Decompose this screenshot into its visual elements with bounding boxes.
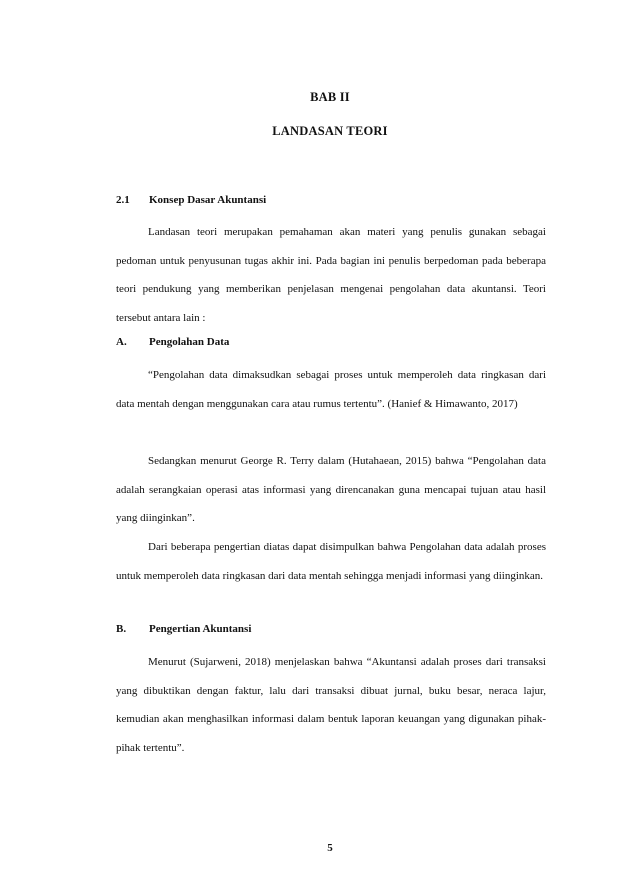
- section-number: A.: [116, 336, 127, 348]
- chapter-number: BAB II: [310, 90, 350, 104]
- section-number: B.: [116, 623, 127, 635]
- section-title: Konsep Dasar Akuntansi: [149, 194, 267, 206]
- paragraph-kesimpulan: Dari beberapa pengertian diatas dapat disimpulkan bahwa Pengolahan data adalah proses untuk memperoleh data ringkasan dari data mentah sehingga menjadi informasi yang diinginkan.: [116, 541, 546, 582]
- chapter-title: LANDASAN TEORI: [272, 124, 388, 138]
- section-heading-a: [116, 336, 229, 348]
- page-number: 5: [327, 842, 333, 854]
- section-title: Pengolahan Data: [149, 336, 230, 348]
- paragraph-pengertian-akuntansi: Menurut (Sujarweni, 2018) menjelaskan bahwa “Akuntansi adalah proses dari transaksi yang dibuktikan dengan faktur, lalu dari transaksi dibuat jurnal, buku besar, neraca lajur, kemudian akan menghasilkan informasi dalam bentuk laporan keuangan yang digunakan pihak-pihak tertentu”.: [116, 656, 546, 754]
- section-number: 2.1: [116, 194, 130, 206]
- paragraph-landasan-teori: Landasan teori merupakan pemahaman akan materi yang penulis gunakan sebagai pedoman untuk penyusunan tugas akhir ini. Pada bagian ini penulis berpedoman pada beberapa teori pendukung yang memberikan penjelasan mengenai pengolahan data akuntansi. Teori tersebut antara lain :: [116, 226, 546, 324]
- section-title: Pengertian Akuntansi: [149, 623, 252, 635]
- section-heading-b: [116, 623, 251, 635]
- section-heading-2-1: [116, 194, 266, 206]
- paragraph-pengolahan-data-quote: “Pengolahan data dimaksudkan sebagai proses untuk memperoleh data ringkasan dari data mentah dengan menggunakan cara atau rumus tertentu”. (Hanief & Himawanto, 2017): [116, 369, 546, 410]
- paragraph-george-terry: Sedangkan menurut George R. Terry dalam (Hutahaean, 2015) bahwa “Pengolahan data adalah serangkaian operasi atas informasi yang direncanakan guna mencapai tujuan atau hasil yang diinginkan”.: [116, 455, 546, 524]
